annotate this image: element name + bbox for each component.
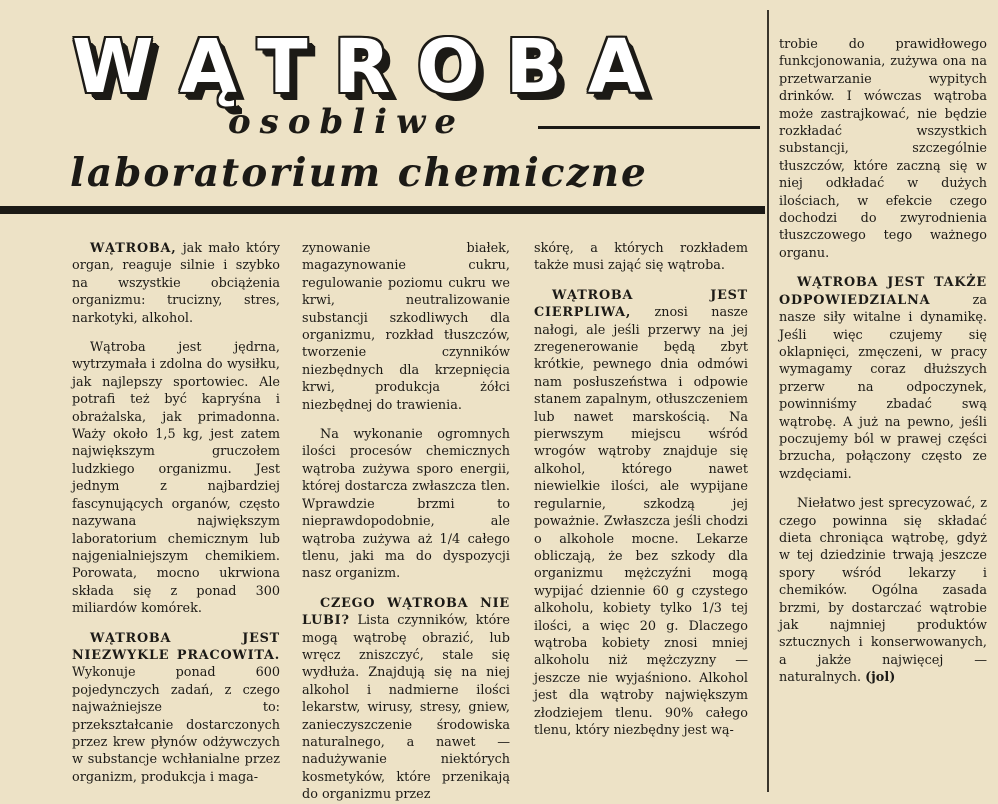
paragraph xyxy=(779,495,987,686)
paragraph xyxy=(779,36,987,262)
article-subtitle-line-1: osobliwe xyxy=(228,102,466,142)
paragraph-text: skórę, a których rozkładem także musi zająć się wątroba. xyxy=(534,241,748,274)
paragraph xyxy=(72,339,280,618)
lead-in: WĄTROBA JEST TAKŻE ODPOWIEDZIALNA xyxy=(779,275,987,308)
lead-in: WĄTROBA JEST NIEZWYKLE PRACOWITA. xyxy=(72,630,280,663)
paragraph xyxy=(779,274,987,483)
article-subtitle-line-2: laboratorium chemiczne xyxy=(70,150,648,196)
paragraph-text: Niełatwo jest sprecyzować, z czego powinna się składać dieta chroniąca wątrobę, gdyż w tej dziedzinie trwają jeszcze spory wśród lekarzy i chemików. Ogólna zasada brzmi, by dostarczać wątrobie jak najmniej produktów sztucznych i konserwowanych, a jakże najwięcej — naturalnych. xyxy=(779,496,987,686)
paragraph xyxy=(534,287,748,740)
paragraph-text: zynowanie białek, magazynowanie cukru, regulowanie poziomu cukru we krwi, neutralizowanie substancji szkodliwych dla organizmu, rozkład tłuszczów, tworzenie czynników niezbędnych dla krzepnięcia krwi, produkcja żółci niezbędnej do trawienia. xyxy=(302,241,510,413)
author-signature: (jol) xyxy=(865,670,896,686)
lead-in: WĄTROBA, xyxy=(90,241,177,256)
paragraph-text: Wątroba jest jędrna, wytrzymała i zdolna do wysiłku, jak najlepszy sportowiec. Ale potrafi też być kapryśna i obrażalska, jak primadonna. Waży około 1,5 kg, jest zatem największym gruczołem ludzkiego organizmu. Jest jednym z najbardziej fascynujących organów, często nazywana największym laboratorium chemicznym lub najgenialniejszym chemikiem. Porowata, mocno ukrwiona składa się z ponad 300 miliardów komórek. xyxy=(72,340,280,617)
paragraph xyxy=(302,595,510,804)
paragraph-text: jak mało który organ, reaguje silnie i szybko na wszystkie obciążenia organizmu: trucizny, stres, narkotyki, alkohol. xyxy=(72,241,280,326)
text-column-2 xyxy=(302,240,510,804)
text-column-1 xyxy=(72,240,280,786)
article-title: WĄTROBA xyxy=(72,24,672,110)
paragraph xyxy=(72,630,280,787)
paragraph-text: za nasze siły witalne i dynamikę. Jeśli więc czujemy się oklapnięci, zmęczeni, w pracy wymagamy coraz dłuższych przerw na odpoczynek, powinniśmy zbadać swą wątrobę. A już na pewno, jeśli poczujemy ból w prawej części brzucha, połączony często ze wzdęciami. xyxy=(779,292,987,482)
paragraph-text: Wykonuje ponad 600 pojedynczych zadań, z czego najważniejsze to: przekształcanie dostarczonych przez krew płynów odżywczych w substancje wchłanialne przez organizm, produkcja i maga- xyxy=(72,665,280,785)
header-rule xyxy=(0,206,765,214)
paragraph xyxy=(72,240,280,327)
paragraph xyxy=(302,426,510,583)
text-column-4 xyxy=(779,36,987,687)
text-column-3 xyxy=(534,240,748,739)
paragraph-text: Na wykonanie ogromnych ilości procesów chemicznych wątroba zużywa sporo energii, której dostarcza zwłaszcza tlen. Wprawdzie brzmi to nieprawdopodobnie, ale wątroba zużywa aż 1/4 całego tlenu, jaki ma do dyspozycji nasz organizm. xyxy=(302,427,510,582)
paragraph-text: trobie do prawidłowego funkcjonowania, zużywa ona na przetwarzanie wypitych drinków. I wówczas wątroba może zastrajkować, nie będzie rozkładać wszystkich substancji, szczególnie tłuszczów, które zaczną się w niej odkładać w dużych ilościach, w efekcie czego dochodzi do zwyrodnienia tłuszczowego tego ważnego organu. xyxy=(779,37,987,261)
paragraph xyxy=(534,240,748,275)
column-divider xyxy=(767,10,769,792)
lead-in: WĄTROBA JEST CIERPLIWA, xyxy=(534,287,748,321)
paragraph-text: Lista czynników, które mogą wątrobę obrazić, lub wręcz zniszczyć, stale się wydłuża. Znajdują się na niej alkohol i nadmierne ilości lekarstw, wirusy, stresy, gniew, zanieczyszczenie środowiska naturalnego, a nawet — nadużywanie niektórych kosmetyków, które przenikają do organizmu przez xyxy=(302,613,510,803)
subtitle-rule xyxy=(538,126,760,129)
paragraph-text: znosi nasze nałogi, ale jeśli przerwy na jej zregenerowanie będą zbyt krótkie, pewnego dnia odmówi nam posłuszeństwa i odpowie stanem zapalnym, otłuszczeniem lub nawet marskością. Na pierwszym miejscu wśród wrogów wątroby znajduje się alkohol, którego nawet niewielkie ilości, ale wypijane regularnie, szkodzą jej poważnie. Zwłaszcza jeśli chodzi o alkohole mocne. Lekarze obliczają, że bez szkody dla organizmu mężczyźni mogą wypijać dziennie 60 g czystego alkoholu, kobiety tylko 1/3 tej ilości, a więc 20 g. Dlaczego wątroba kobiety znosi mniej alkoholu niż mężczyzny — jeszcze nie wyjaśniono. Alkohol jest dla wątroby największym złodziejem tlenu. 90% całego tlenu, który niezbędny jest wą- xyxy=(534,305,748,738)
paragraph xyxy=(302,240,510,414)
lead-in: CZEGO WĄTROBA NIE LUBI? xyxy=(302,595,510,629)
